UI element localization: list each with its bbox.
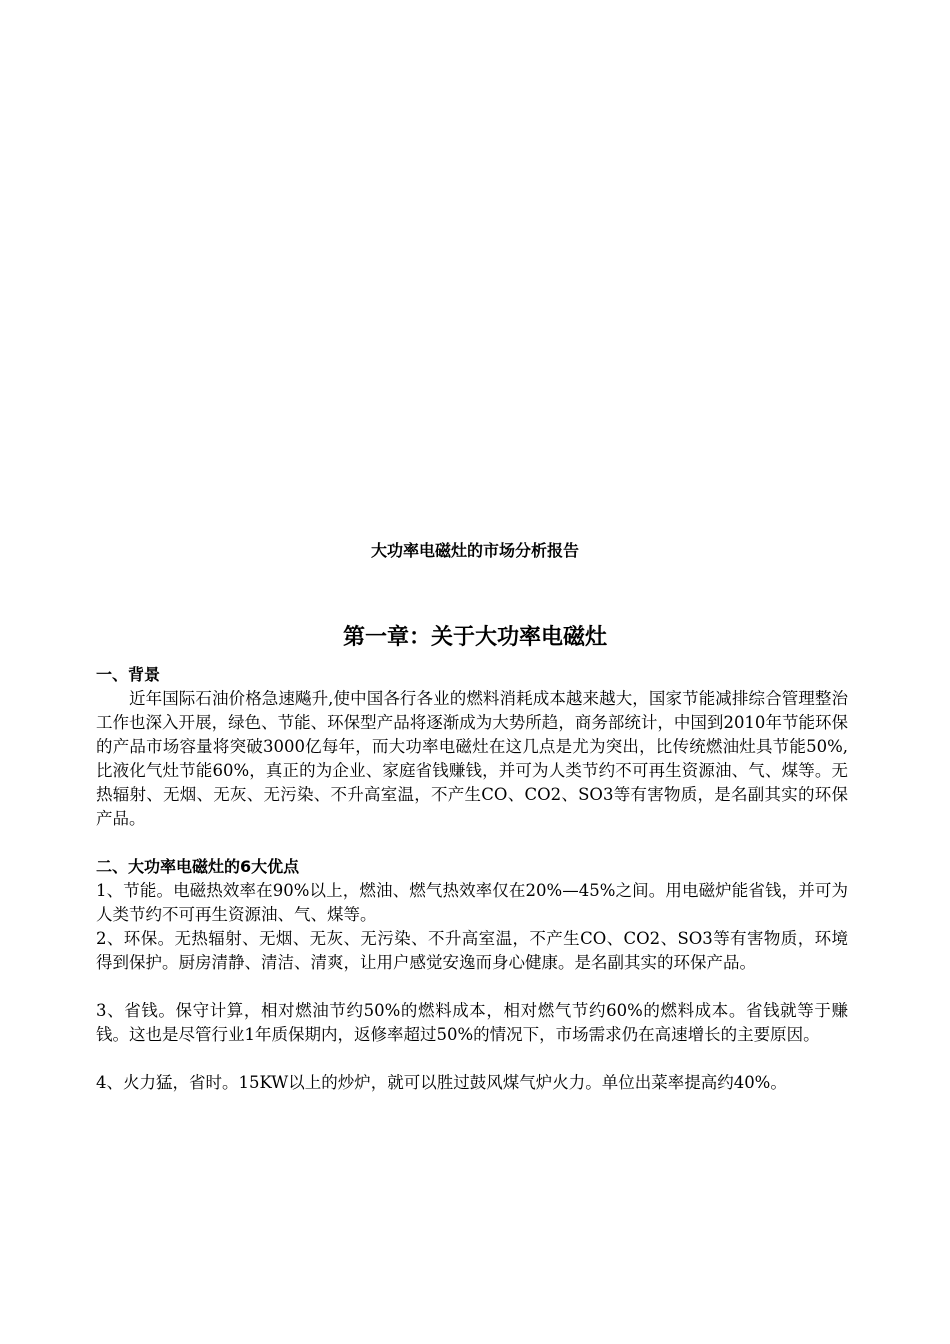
paragraph: 1、节能。电磁热效率在90%以上，燃油、燃气热效率仅在20%—45%之间。用电磁炉能省钱，并可为人类节约不可再生资源油、气、煤等。 xyxy=(96,881,848,924)
chapter-title: 第一章：关于大功率电磁灶 xyxy=(342,625,607,650)
section-heading: 二、大功率电磁灶的6大优点 xyxy=(96,857,300,876)
paragraph: 近年国际石油价格急速飚升,使中国各行各业的燃料消耗成本越来越大，国家节能减排综合管理整治工作也深入开展，绿色、节能、环保型产品将逐渐成为大势所趋，商务部统计，中国到2010年节能环保的产品市场容量将突破3000亿每年，而大功率电磁灶在这几点是尤为突出，比传统燃油灶具节能50%,比液化气灶节能60%，真正的为企业、家庭省钱赚钱，并可为人类节约不可再生资源油、气、煤等。无热辐射、无烟、无灰、无污染、不升高室温，不产生CO、CO2、SO3等有害物质，是名副其实的环保产品。 xyxy=(96,689,848,828)
spacer xyxy=(96,975,848,999)
document-title: 大功率电磁灶的市场分析报告 xyxy=(370,541,579,560)
section-background xyxy=(96,663,848,831)
paragraph: 4、火力猛，省时。15KW以上的炒炉，就可以胜过鼓风煤气炉火力。单位出菜率提高约40%。 xyxy=(96,1073,787,1092)
paragraph: 3、省钱。保守计算，相对燃油节约50%的燃料成本，相对燃气节约60%的燃料成本。省钱就等于赚钱。这也是尽管行业1年质保期内，返修率超过50%的情况下，市场需求仍在高速增长的主要原因。 xyxy=(96,1001,848,1044)
document-body xyxy=(96,663,848,1095)
section-advantages xyxy=(96,855,848,1095)
section-heading: 一、背景 xyxy=(96,665,161,684)
spacer xyxy=(96,1047,848,1071)
spacer xyxy=(96,831,848,855)
paragraph: 2、环保。无热辐射、无烟、无灰、无污染、不升高室温，不产生CO、CO2、SO3等有害物质，环境得到保护。厨房清静、清洁、清爽，让用户感觉安逸而身心健康。是名副其实的环保产品。 xyxy=(96,929,848,972)
